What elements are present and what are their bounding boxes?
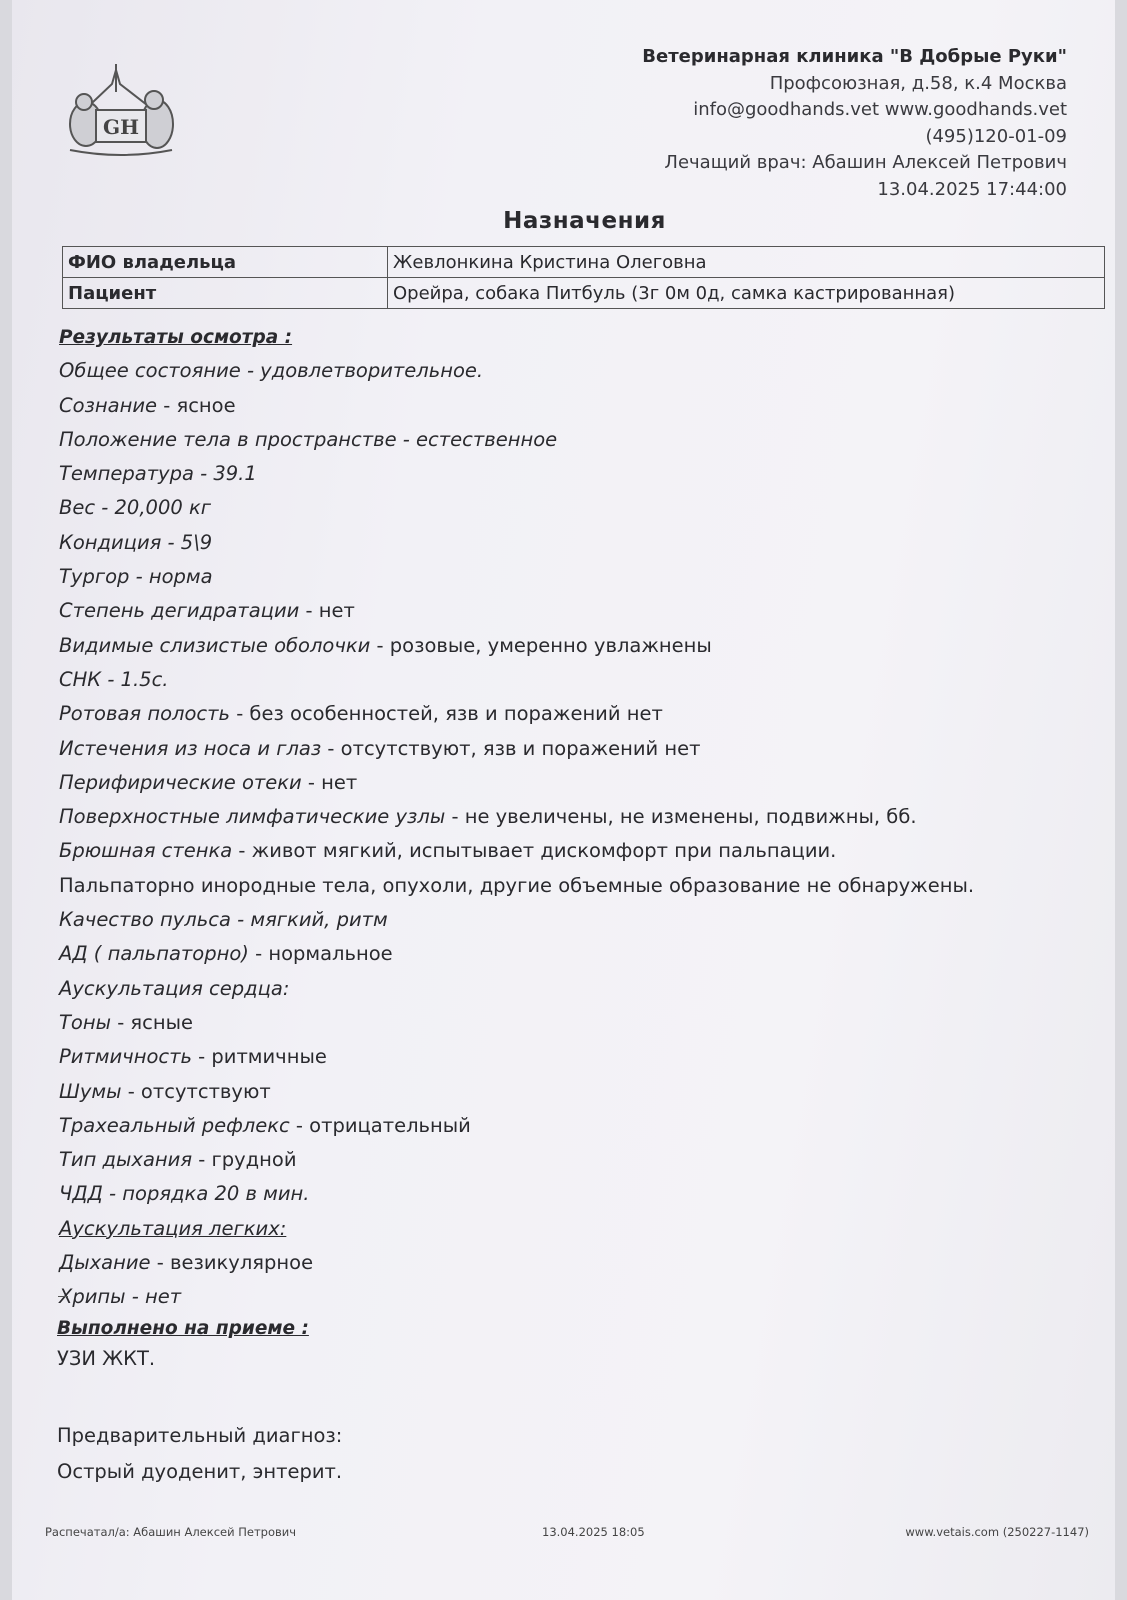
patient-value: Орейра, собака Питбуль (3г 0м 0д, самка кастрированная) — [388, 278, 1105, 309]
document-title: Назначения — [503, 208, 666, 234]
exam-line: Сознание - ясное — [59, 393, 236, 417]
exam-line: Видимые слизистые оболочки - розовые, умеренно увлажнены — [59, 633, 712, 657]
procedures-text: УЗИ ЖКТ. — [57, 1347, 156, 1370]
owner-label: ФИО владельца — [63, 247, 388, 278]
exam-line: Пальпаторно инородные тела, опухоли, другие объемные образование не обнаружены. — [59, 873, 975, 897]
lungs-heading: Аускультация легких: — [59, 1216, 287, 1240]
clinic-phone: (495)120-01-09 — [925, 125, 1067, 147]
exam-line: Тургор - норма — [59, 565, 213, 589]
clinic-address: Профсоюзная, д.58, к.4 Москва — [769, 72, 1067, 94]
exam-section-heading: Результаты осмотра : — [59, 327, 293, 348]
patient-info-table — [62, 246, 1105, 309]
exam-results — [59, 320, 1089, 1315]
exam-line: Вес - 20,000 кг — [59, 496, 211, 520]
exam-line: Качество пульса - мягкий, ритм — [59, 908, 388, 932]
exam-line: Кондиция - 5\9 — [59, 530, 213, 554]
document-datetime: 13.04.2025 17:44:00 — [877, 178, 1067, 200]
clinic-contacts: info@goodhands.vet www.goodhands.vet — [693, 99, 1067, 120]
exam-line: Поверхностные лимфатические узлы - не увеличены, не изменены, подвижны, бб. — [59, 805, 917, 829]
table-row — [63, 247, 1105, 278]
exam-line: Истечения из носа и глаз - отсутствуют, язв и поражений нет — [59, 736, 701, 760]
footer-printed-by: Распечатал/а: Абашин Алексей Петрович — [45, 1525, 297, 1539]
patient-label: Пациент — [63, 278, 388, 309]
exam-line: Положение тела в пространстве - естественное — [59, 427, 558, 451]
exam-line: Дыхание - везикулярное — [59, 1251, 314, 1275]
diagnosis-label: Предварительный диагноз: — [57, 1424, 343, 1447]
exam-line: АД ( пальпаторно) - нормальное — [59, 942, 393, 966]
divider — [58, 1296, 68, 1297]
table-row — [63, 278, 1105, 309]
exam-line: Тип дыхания - грудной — [59, 1148, 297, 1172]
clinic-name: Ветеринарная клиника "В Добрые Руки" — [642, 46, 1067, 67]
exam-line: Перифирические отеки - нет — [59, 770, 358, 794]
exam-line: Трахеальный рефлекс - отрицательный — [59, 1113, 471, 1137]
exam-line: ЧДД - порядка 20 в мин. — [59, 1182, 310, 1206]
clinic-header — [642, 44, 1067, 203]
clinic-logo-icon — [64, 62, 179, 157]
procedures-done — [57, 1318, 309, 1370]
exam-line: Степень дегидратации - нет — [59, 599, 355, 623]
diagnosis-text: Острый дуоденит, энтерит. — [57, 1460, 343, 1483]
exam-line: Ритмичность - ритмичные — [59, 1045, 327, 1069]
exam-line: СНК - 1.5с. — [59, 667, 169, 691]
attending-doctor: Лечащий врач: Абашин Алексей Петрович — [664, 152, 1067, 173]
exam-line: Ротовая полость - без особенностей, язв и поражений нет — [59, 702, 663, 726]
exam-line: Хрипы - нет — [59, 1285, 182, 1309]
procedures-heading: Выполнено на приеме : — [57, 1318, 309, 1339]
exam-line: Брюшная стенка - живот мягкий, испытывает дискомфорт при пальпации. — [59, 839, 837, 863]
exam-line: Тоны - ясные — [59, 1010, 194, 1034]
exam-line: Шумы - отсутствуют — [59, 1079, 271, 1103]
diagnosis — [57, 1418, 342, 1490]
exam-line: Аускультация сердца: — [59, 976, 290, 1000]
exam-line: Температура - 39.1 — [59, 462, 257, 486]
svg-text:GH: GH — [103, 115, 139, 139]
footer-print-time: 13.04.2025 18:05 — [542, 1525, 645, 1539]
owner-value: Жевлонкина Кристина Олеговна — [388, 247, 1105, 278]
document-page — [12, 0, 1115, 1600]
exam-line: Общее состояние - удовлетворительное. — [59, 359, 484, 383]
footer-site: www.vetais.com (250227-1147) — [905, 1525, 1089, 1539]
